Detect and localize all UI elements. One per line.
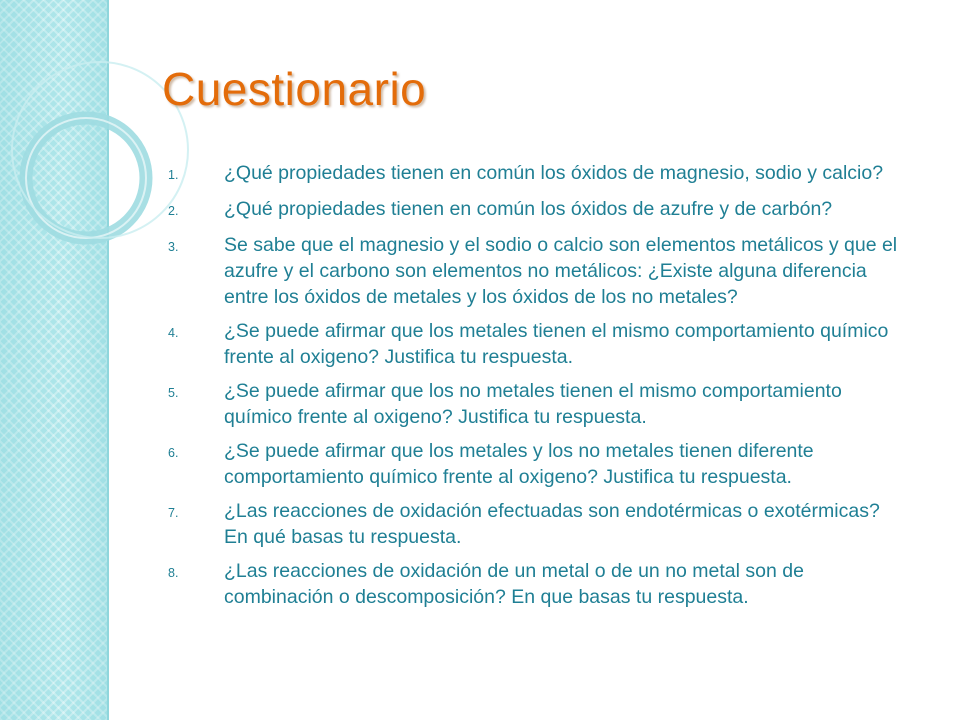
question-text: Se sabe que el magnesio y el sodio o calcio son elementos metálicos y que el azufre y el carbono son elementos no metálicos: ¿Existe alguna diferencia entre los óxidos de metales y los óxidos de los no metales? bbox=[224, 234, 898, 308]
question-item-6 bbox=[168, 438, 908, 490]
question-text: ¿Qué propiedades tienen en común los óxidos de azufre y de carbón? bbox=[224, 198, 833, 220]
question-number: 6. bbox=[168, 446, 179, 460]
question-item-4 bbox=[168, 318, 908, 370]
question-number: 4. bbox=[168, 326, 179, 340]
question-number: 3. bbox=[168, 240, 179, 254]
question-item-8 bbox=[168, 558, 908, 610]
question-item-7 bbox=[168, 498, 908, 550]
question-number: 8. bbox=[168, 566, 179, 580]
question-number: 1. bbox=[168, 168, 179, 182]
question-item-1 bbox=[168, 160, 908, 188]
question-item-5 bbox=[168, 378, 908, 430]
question-item-3 bbox=[168, 232, 908, 310]
question-number: 2. bbox=[168, 204, 179, 218]
question-text: ¿Las reacciones de oxidación de un metal o de un no metal son de combinación o descomposición? En que basas tu respuesta. bbox=[224, 560, 804, 608]
question-text: ¿Se puede afirmar que los metales tienen el mismo comportamiento químico frente al oxigeno? Justifica tu respuesta. bbox=[224, 320, 889, 368]
question-text: ¿Se puede afirmar que los no metales tienen el mismo comportamiento químico frente al oxigeno? Justifica tu respuesta. bbox=[224, 380, 842, 428]
question-item-2 bbox=[168, 196, 908, 224]
question-text: ¿Se puede afirmar que los metales y los no metales tienen diferente comportamiento químico frente al oxigeno? Justifica tu respuesta. bbox=[224, 440, 814, 488]
question-text: ¿Las reacciones de oxidación efectuadas son endotérmicas o exotérmicas? En qué basas tu respuesta. bbox=[224, 500, 880, 548]
slide-title: Cuestionario bbox=[162, 63, 427, 115]
question-list bbox=[168, 160, 908, 618]
question-text: ¿Qué propiedades tienen en común los óxidos de magnesio, sodio y calcio? bbox=[224, 162, 884, 184]
question-number: 5. bbox=[168, 386, 179, 400]
question-number: 7. bbox=[168, 506, 179, 520]
